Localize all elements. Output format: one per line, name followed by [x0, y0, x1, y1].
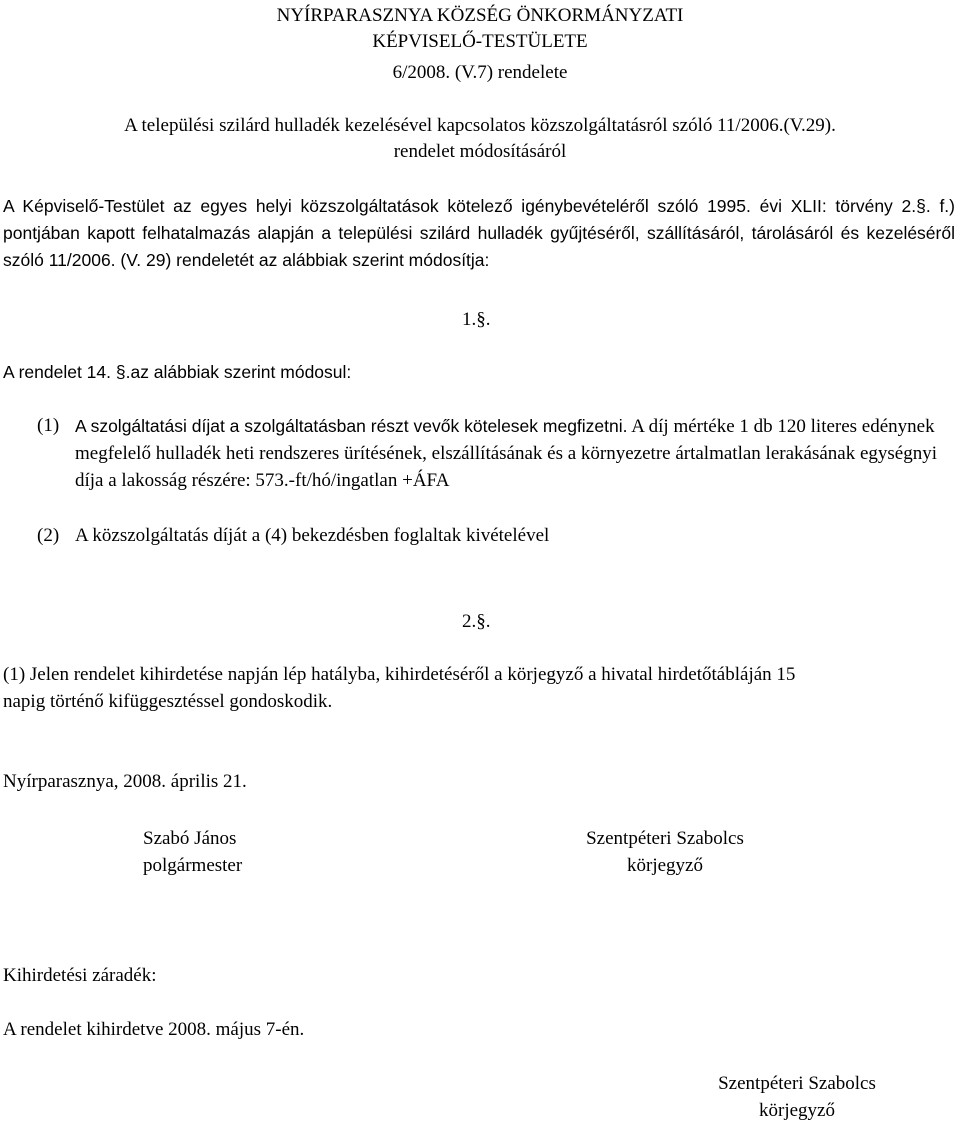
section1-para1-b: A díj mértéke 1 db 120 literes edénynek megfelelő hulladék heti rendszeres ürítésének, elszállításának és a környezetre ártalmatlan lerakásának egységnyi díja a lakosság részére: 573.-ft/hó/ingatlan +ÁFA	[75, 416, 937, 491]
preamble-part1: A Képviselő-Testület az egyes helyi közszolgáltatások kötelező igénybevételéről szóló 1995. évi XLII: törvény 2.§. f.	[3, 196, 950, 216]
signature-right-name: Szentpéteri Szabolcs	[586, 828, 744, 849]
section1-para1-a: A szolgáltatási díjat a szolgáltatásban részt vevők kötelesek megfizetni.	[75, 416, 628, 436]
section1-intro: A rendelet 14. §.az alábbiak szerint módosul:	[3, 362, 352, 382]
council-name-line1: NYÍRPARASZNYA KÖZSÉG ÖNKORMÁNYZATI	[276, 5, 684, 26]
section1-para1-number: (1)	[37, 415, 60, 436]
decree-subject-line2: rendelet módosításáról	[393, 141, 567, 162]
decree-number: 6/2008. (V.7) rendelete	[392, 62, 568, 83]
announcement-heading: Kihirdetési záradék:	[3, 965, 157, 986]
section1-para2-number: (2)	[37, 525, 60, 546]
preamble-part2: ) pontjában kapott felhatalmazás alapján a települési szilárd hulladék gyűjtéséről, szállításáról, tárolásáról és kezeléséről szóló 11/2006. (V. 29) rendeletét az alábbiak szerint módosítja:	[3, 196, 955, 270]
signature-right-title: körjegyző	[627, 855, 703, 876]
signature-left-name: Szabó János	[143, 828, 237, 849]
council-name-line2: KÉPVISELŐ-TESTÜLETE	[372, 31, 588, 52]
decree-subject-line1: A települési szilárd hulladék kezelésével kapcsolatos közszolgáltatásról szóló 11/2006.(V.29).	[124, 115, 836, 136]
announcement-text: A rendelet kihirdetve 2008. május 7-én.	[3, 1019, 305, 1040]
section1-para1	[75, 413, 937, 494]
announcement-signer-title: körjegyző	[759, 1100, 835, 1121]
announcement-signer-name: Szentpéteri Szabolcs	[718, 1073, 876, 1094]
signature-left-title: polgármester	[143, 855, 243, 876]
section2-para1: (1) Jelen rendelet kihirdetése napján lép hatályba, kihirdetéséről a körjegyző a hivatal hirdetőtábláján 15 napig történő kifüggesztéssel gondoskodik.	[3, 664, 796, 712]
section1-heading: 1.§.	[462, 309, 491, 330]
section2-heading: 2.§.	[462, 611, 491, 632]
section1-para2: A közszolgáltatás díját a (4) bekezdésben foglaltak kivételével	[75, 525, 550, 546]
place-date: Nyírparasznya, 2008. április 21.	[3, 771, 247, 792]
preamble	[3, 193, 955, 274]
